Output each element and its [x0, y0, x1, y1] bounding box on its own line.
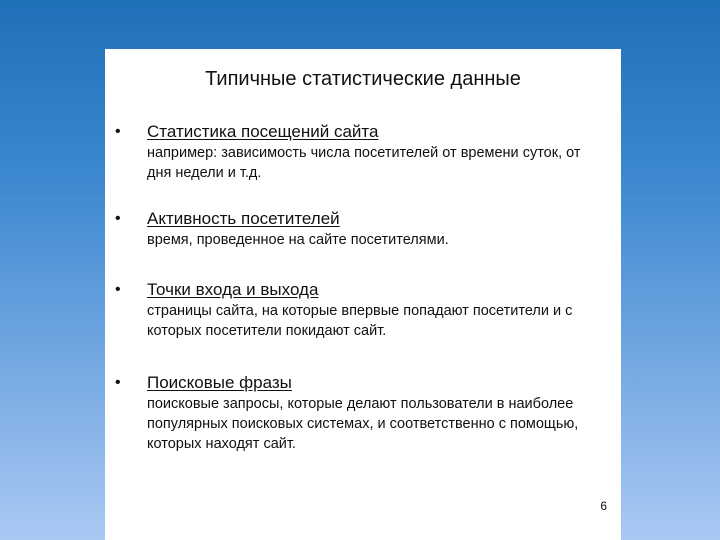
bullet-heading-link[interactable]: Поисковые фразы	[147, 373, 292, 392]
bullet-icon: •	[115, 281, 121, 298]
bullet-icon: •	[115, 123, 121, 140]
page-number: 6	[600, 499, 607, 513]
bullet-icon: •	[115, 210, 121, 227]
bullet-heading-link[interactable]: Статистика посещений сайта	[147, 122, 379, 141]
bullet-description: поисковые запросы, которые делают пользователи в наиболее популярных поисковых системах, и соответственно с помощью, которых находят сайт.	[147, 396, 579, 452]
bullet-icon: •	[115, 374, 121, 391]
slide-panel	[105, 49, 621, 540]
slide-title: Типичные статистические данные	[205, 68, 521, 90]
bullet-description: время, проведенное на сайте посетителями.	[147, 232, 449, 248]
bullet-description: страницы сайта, на которые впервые попадают посетители и с которых посетители покидают сайт.	[147, 303, 573, 339]
bullet-heading-link[interactable]: Активность посетителей	[147, 209, 340, 228]
bullet-description: например: зависимость числа посетителей от времени суток, от дня недели и т.д.	[147, 145, 581, 181]
bullet-heading-link[interactable]: Точки входа и выхода	[147, 280, 319, 299]
